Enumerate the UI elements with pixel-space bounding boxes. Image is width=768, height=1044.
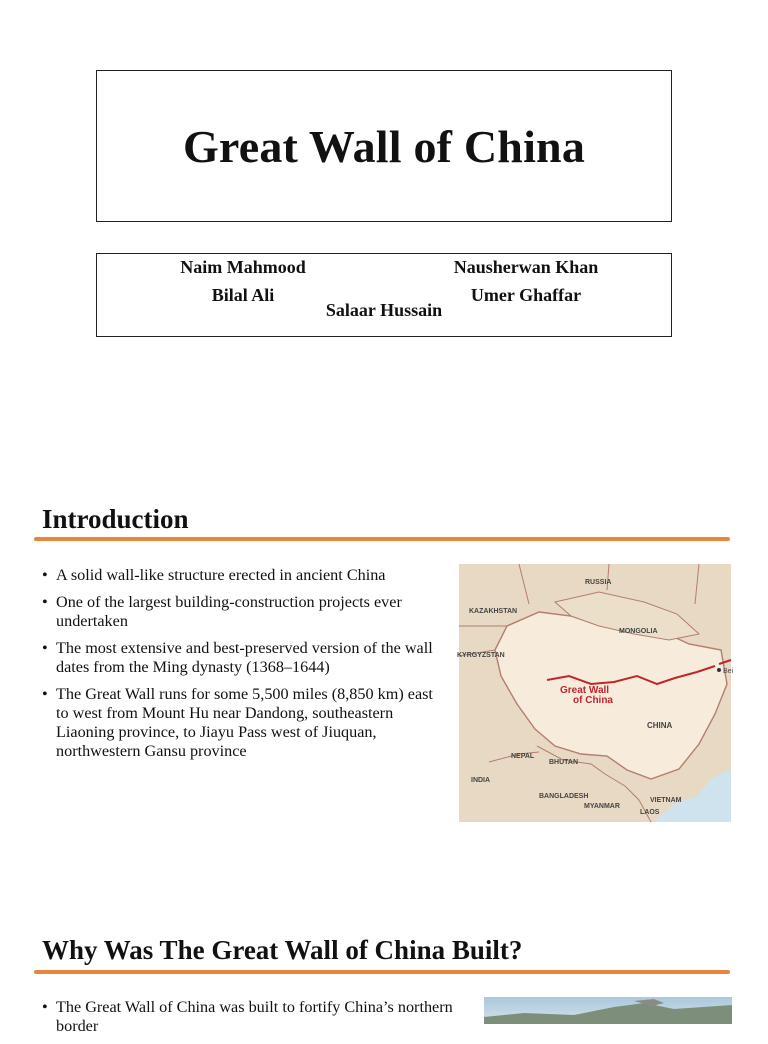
document-title: Great Wall of China — [182, 120, 586, 172]
author-bilal-ali: Bilal Ali — [211, 285, 275, 305]
intro-heading-underline — [34, 537, 730, 541]
author-umer-ghaffar: Umer Ghaffar — [470, 285, 582, 305]
map-label-mongolia: MONGOLIA — [619, 628, 658, 635]
authors-box — [96, 253, 672, 337]
map-label-vietnam: VIETNAM — [650, 797, 682, 804]
map-label-china: CHINA — [647, 721, 673, 730]
intro-bullet-list — [42, 566, 437, 769]
map-label-great-wall-line2: of China — [573, 695, 613, 706]
map-label-laos: LAOS — [640, 809, 660, 816]
list-item: • The Great Wall of China was built to fortify China’s northern border — [42, 998, 453, 1035]
intro-heading: Introduction — [42, 504, 189, 534]
map-label-myanmar: MYANMAR — [584, 803, 620, 810]
map-label-kazakhstan: KAZAKHSTAN — [469, 608, 518, 615]
list-item: • One of the largest building-construction projects ever undertaken — [42, 593, 402, 630]
why-heading: Why Was The Great Wall of China Built? — [42, 935, 523, 965]
map-label-bhutan: BHUTAN — [549, 759, 579, 766]
china-map-image — [457, 564, 734, 822]
map-label-india: INDIA — [471, 777, 491, 784]
why-bullet-list — [42, 998, 462, 1044]
map-label-bangladesh: BANGLADESH — [539, 793, 589, 800]
author-nausherwan-khan: Nausherwan Khan — [453, 257, 599, 277]
map-label-russia: RUSSIA — [585, 579, 612, 586]
author-naim-mahmood: Naim Mahmood — [180, 257, 306, 277]
why-heading-underline — [34, 970, 730, 974]
list-item: • The Great Wall runs for some 5,500 miles (8,850 km) east to west from Mount Hu near Dandong, southeastern Liaoning province, to Jiayu Pass west of Jiuquan, northwestern Gansu province — [42, 685, 433, 760]
great-wall-photo — [484, 997, 732, 1024]
title-box — [96, 70, 672, 222]
map-label-kyrgyzstan: KYRGYZSTAN — [457, 652, 505, 659]
list-item: • The most extensive and best-preserved version of the wall dates from the Ming dynasty (1368–1644) — [42, 639, 433, 676]
list-item: • A solid wall-like structure erected in ancient China — [42, 566, 386, 584]
map-label-great-wall-line1: Great Wall — [560, 685, 610, 696]
map-label-nepal: NEPAL — [511, 753, 535, 760]
author-salaar-hussain: Salaar Hussain — [325, 300, 443, 320]
map-label-beijing: Bei — [723, 668, 734, 675]
